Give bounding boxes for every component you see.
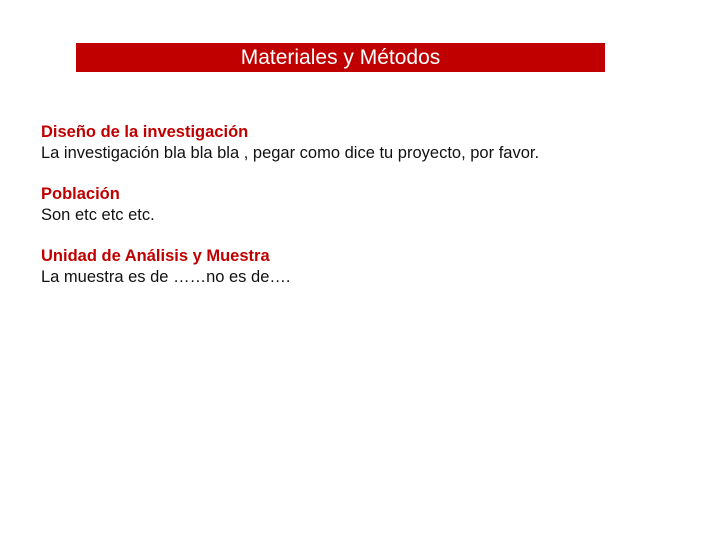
- slide-title: Materiales y Métodos: [76, 43, 605, 72]
- section-heading: Unidad de Análisis y Muestra: [41, 247, 270, 265]
- section-text: La investigación bla bla bla , pegar como dice tu proyecto, por favor.: [41, 144, 540, 162]
- slide-content: [41, 122, 681, 308]
- section-population: [41, 184, 681, 226]
- section-research-design: [41, 122, 681, 164]
- section-text: La muestra es de ……no es de….: [41, 268, 291, 286]
- section-heading: Diseño de la investigación: [41, 123, 249, 141]
- section-text: Son etc etc etc.: [41, 206, 155, 224]
- section-heading: Población: [41, 185, 120, 203]
- section-analysis-unit-sample: [41, 246, 681, 288]
